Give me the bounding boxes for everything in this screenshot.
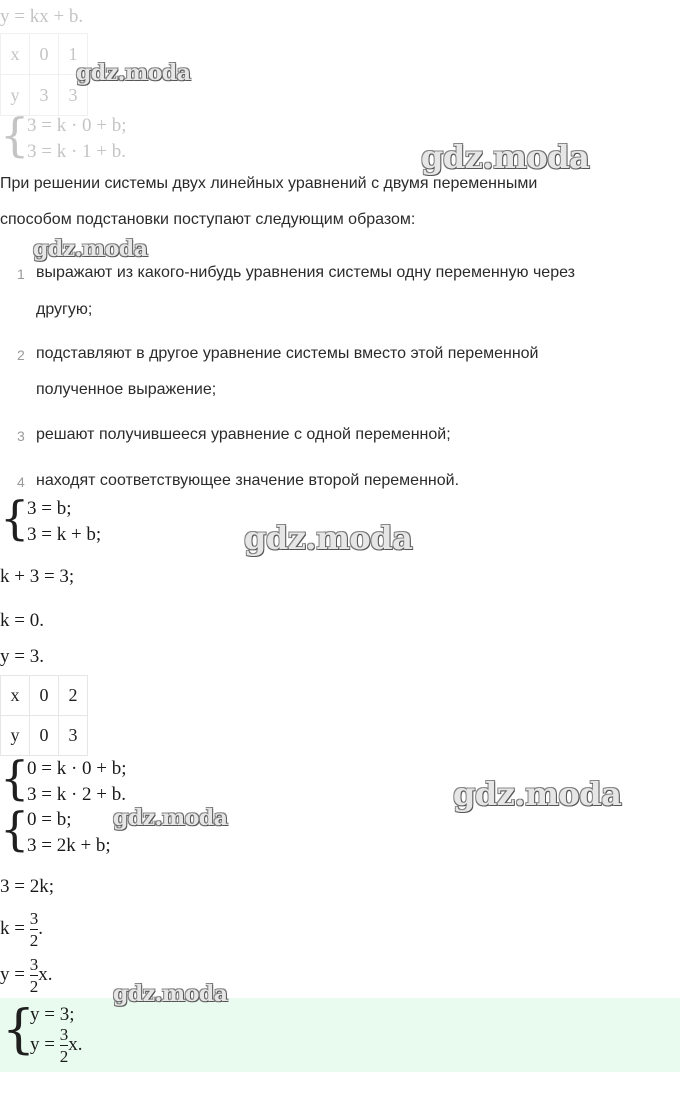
watermark: gdz.moda [113,981,228,1007]
system2-brace: { [0,491,30,545]
watermark: gdz.moda [244,519,413,557]
system1-eq2: 3 = k · 1 + b. [27,141,127,162]
intro-equation: y = kx + b. [0,6,84,27]
system1-brace: { [0,108,30,162]
watermark: gdz.moda [421,138,590,176]
watermark: gdz.moda [453,775,622,813]
fraction-equation-y [0,956,52,995]
step-number: 4 [17,474,25,490]
answer-brace: { [2,1000,36,1060]
system1-eq1: 3 = k · 0 + b; [27,115,127,136]
table2-cell: 3 [59,716,88,756]
step-number: 3 [17,428,25,444]
equation-tail: . [38,917,43,939]
step-text: подставляют в другое уравнение системы вместо этой переменной [36,345,539,362]
fraction [30,956,39,995]
method-intro-line1: При решении системы двух линейных уравнений с двумя переменными [0,175,538,192]
step-text: выражают из какого-нибудь уравнения системы одну переменную через [36,264,575,281]
step-number: 2 [17,347,25,363]
equation-lhs: k = [0,917,25,939]
equation: 3 = 2k; [0,876,54,897]
table2-cell: 0 [30,676,59,716]
table1-cell: 3 [59,75,88,116]
denominator: 2 [29,977,39,996]
equation-tail: x. [68,1033,83,1055]
table2-x-label: x [1,676,30,716]
system3-eq1: 0 = k · 0 + b; [27,758,127,779]
table2-cell: 2 [59,676,88,716]
equation-tail: x. [38,963,53,985]
watermark: gdz.moda [113,805,228,831]
system4-brace: { [0,802,30,856]
method-intro-line2: способом подстановки поступают следующим образом: [0,211,416,228]
step-text: другую; [36,301,93,318]
system2-eq1: 3 = b; [27,498,72,519]
answer-eq2 [30,1026,82,1065]
table1-cell: 3 [30,75,59,116]
table1-cell: 1 [59,34,88,75]
step-number: 1 [17,266,25,282]
equation-lhs: y = [30,1033,55,1055]
table1-y-label: y [1,75,30,116]
system2-eq2: 3 = k + b; [27,524,102,545]
answer-block [0,998,680,1072]
numerator: 3 [29,909,39,928]
equation: k + 3 = 3; [0,566,75,587]
system4-eq2: 3 = 2k + b; [27,835,111,856]
step-text: находят соответствующее значение второй переменной. [36,472,460,489]
watermark: gdz.moda [76,60,191,86]
equation: k = 0. [0,610,44,631]
watermark: gdz.moda [33,236,148,262]
table1-x-label: x [1,34,30,75]
system3-eq2: 3 = k · 2 + b. [27,784,127,805]
equation-lhs: y = [0,963,25,985]
answer-eq1: y = 3; [30,1004,75,1025]
value-table-2 [0,675,88,756]
step-text: решают получившееся уравнение с одной переменной; [36,426,451,443]
system3-brace: { [0,751,30,805]
fraction-equation-k [0,910,43,949]
table2-cell: 0 [30,716,59,756]
step-text: полученное выражение; [36,381,217,398]
system4-eq1: 0 = b; [27,809,72,830]
denominator: 2 [59,1047,69,1066]
fraction [30,910,39,949]
equation: y = 3. [0,646,44,667]
value-table-1 [0,33,88,116]
numerator: 3 [59,1025,69,1044]
table1-cell: 0 [30,34,59,75]
table2-y-label: y [1,716,30,756]
fraction [60,1026,69,1065]
denominator: 2 [29,931,39,950]
numerator: 3 [29,955,39,974]
